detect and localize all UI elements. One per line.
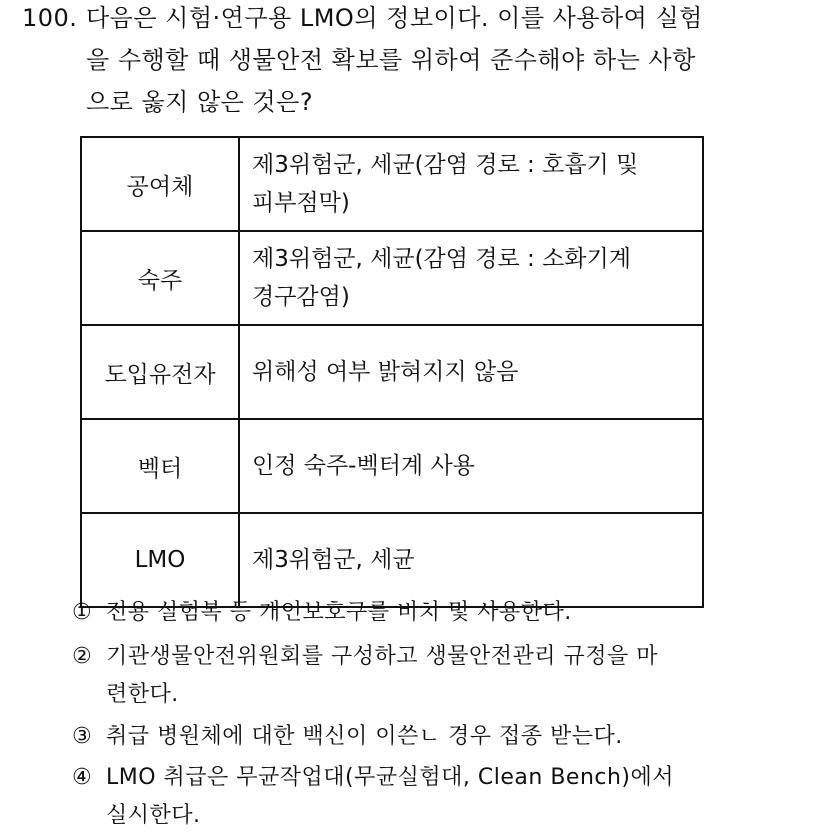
row-label-host: 숙주 xyxy=(81,231,239,325)
table-row-vector xyxy=(81,419,703,513)
option-2[interactable] xyxy=(72,642,658,672)
question-text-line-3: 으로 옳지 않은 것은? xyxy=(86,88,314,116)
option-4-continuation: 실시한다. xyxy=(106,803,201,828)
option-3[interactable] xyxy=(72,722,623,752)
table-row-donor xyxy=(81,137,703,231)
table-row-lmo xyxy=(81,513,703,607)
row-label-lmo: LMO xyxy=(81,513,239,607)
option-4[interactable] xyxy=(72,763,674,793)
row-label-vector: 벡터 xyxy=(81,419,239,513)
option-4-mark: ④ xyxy=(72,765,93,790)
option-2-text: 기관생물안전위원회를 구성하고 생물안전관리 규정을 마 xyxy=(106,644,659,669)
option-3-mark: ③ xyxy=(72,724,93,749)
option-2-continuation: 련한다. xyxy=(106,682,179,707)
option-2-mark: ② xyxy=(72,644,93,669)
row-label-insert-gene: 도입유전자 xyxy=(81,325,239,419)
question-text-line-1: 다음은 시험·연구용 LMO의 정보이다. 이를 사용하여 실험 xyxy=(86,4,703,32)
row-value-insert-gene: 위해성 여부 밝혀지지 않음 xyxy=(239,325,703,419)
question-text-line-2: 을 수행할 때 생물안전 확보를 위하여 준수해야 하는 사항 xyxy=(86,46,696,74)
question-number: 100. xyxy=(22,4,78,32)
row-label-donor: 공여체 xyxy=(81,137,239,231)
option-3-text: 취급 병원체에 대한 백신이 이쓴ㄴ 경우 접종 받는다. xyxy=(106,724,623,749)
row-value-host: 제3위험군, 세균(감염 경로 : 소화기계 경구감염) xyxy=(239,231,703,325)
row-value-vector: 인정 숙주-벡터계 사용 xyxy=(239,419,703,513)
row-value-lmo: 제3위험군, 세균 xyxy=(239,513,703,607)
table-row-host xyxy=(81,231,703,325)
option-1[interactable] xyxy=(72,598,572,628)
option-1-mark: ① xyxy=(72,600,93,625)
option-1-text: 전용 실험복 등 개인보호구를 비치 및 사용한다. xyxy=(106,600,572,625)
lmo-info-table xyxy=(80,136,704,608)
row-value-donor: 제3위험군, 세균(감염 경로 : 호흡기 및 피부점막) xyxy=(239,137,703,231)
option-4-text: LMO 취급은 무균작업대(무균실험대, Clean Bench)에서 xyxy=(106,765,675,790)
table-row-insert-gene xyxy=(81,325,703,419)
